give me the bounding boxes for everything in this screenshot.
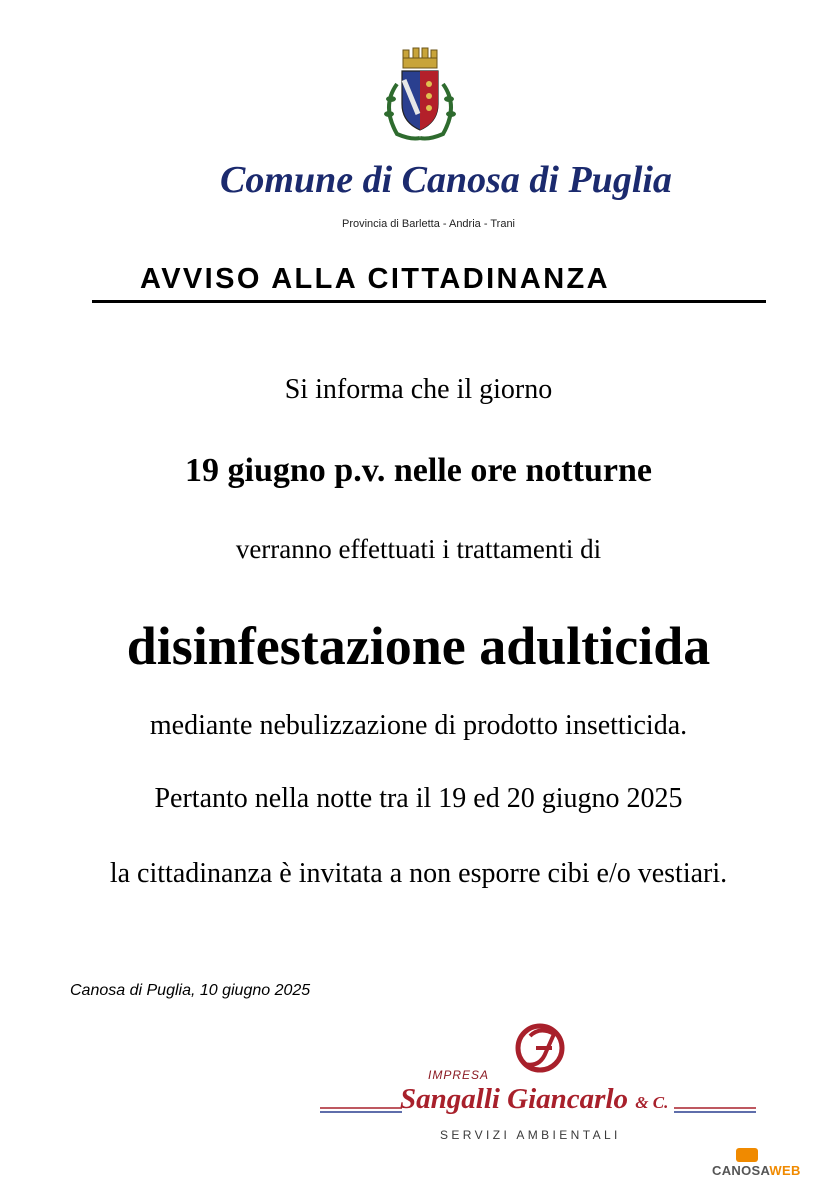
- company-name: [400, 1083, 668, 1116]
- notice-line-date: 19 giugno p.v. nelle ore notturne: [185, 452, 652, 489]
- site-watermark: [712, 1163, 801, 1178]
- heading-underline: [92, 300, 766, 303]
- company-tagline: SERVIZI AMBIENTALI: [440, 1128, 621, 1142]
- company-name-suffix: & C.: [635, 1093, 669, 1112]
- site-watermark-part2: WEB: [769, 1163, 801, 1178]
- notice-line-headline: disinfestazione adulticida: [126, 616, 711, 676]
- site-watermark-part1: CANOSA: [712, 1163, 770, 1178]
- place-date: Canosa di Puglia, 10 giugno 2025: [70, 982, 311, 999]
- notice-line-treatments: verranno effettuati i trattamenti di: [235, 534, 602, 564]
- notice-heading: AVVISO ALLA CITTADINANZA: [140, 263, 611, 295]
- notice-line-advice: la cittadinanza è invitata a non esporre cibi e/o vestiari.: [109, 858, 728, 889]
- company-name-main: Sangalli Giancarlo: [400, 1083, 629, 1115]
- coat-of-arms-icon: [375, 44, 465, 144]
- town-title: Comune di Canosa di Puglia: [220, 159, 672, 201]
- company-prefix: IMPRESA: [428, 1068, 490, 1082]
- province-subtitle: Provincia di Barletta - Andria - Trani: [341, 218, 516, 230]
- notice-line-intro: Si informa che il giorno: [284, 374, 553, 405]
- notice-line-night: Pertanto nella notte tra il 19 ed 20 giugno 2025: [154, 783, 683, 814]
- notice-line-method: mediante nebulizzazione di prodotto insetticida.: [149, 710, 688, 741]
